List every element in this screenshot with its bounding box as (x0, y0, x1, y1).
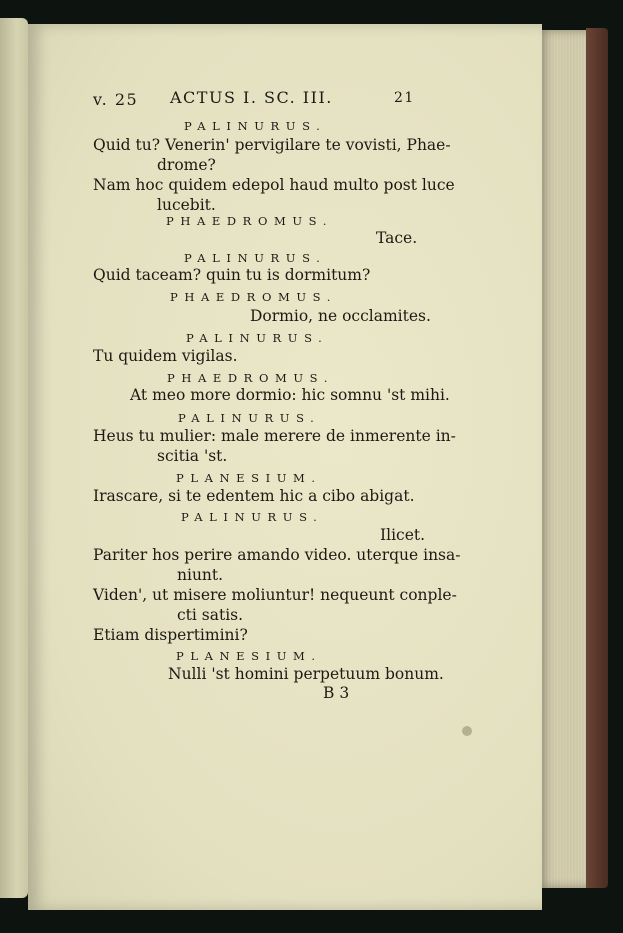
speaker-label: PHAEDROMUS. (166, 214, 333, 228)
verse-number: v. 25 (93, 90, 139, 109)
verse-line: Etiam dispertimini? (93, 626, 248, 644)
book-page (28, 24, 542, 910)
signature-mark: B 3 (323, 684, 350, 702)
verse-line: Nulli 'st homini perpetuum bonum. (168, 665, 444, 683)
page-number: 21 (394, 90, 415, 106)
speaker-label: PALINURUS. (186, 331, 329, 345)
speaker-label: PHAEDROMUS. (167, 371, 334, 385)
speaker-label: PALINURUS. (178, 411, 321, 425)
verse-line: Tu quidem vigilas. (93, 347, 238, 365)
facing-page-edge (0, 18, 28, 898)
speaker-label: PLANESIUM. (176, 649, 322, 663)
verse-line: Dormio, ne occlamites. (250, 307, 431, 325)
book-cover (586, 28, 608, 888)
verse-line: Quid tu? Venerin' pervigilare te vovisti, Phae- (93, 136, 451, 154)
verse-line: Tace. (376, 229, 418, 247)
speaker-label: PALINURUS. (184, 119, 327, 133)
verse-line: scitia 'st. (157, 447, 228, 465)
verse-line: niunt. (177, 566, 224, 584)
verse-line: Ilicet. (380, 526, 426, 544)
verse-line: lucebit. (157, 196, 216, 214)
verse-line: Pariter hos perire amando video. uterque insa- (93, 546, 461, 564)
verse-line: Nam hoc quidem edepol haud multo post luce (93, 176, 455, 194)
verse-line: At meo more dormio: hic somnu 'st mihi. (130, 386, 450, 404)
speaker-label: PHAEDROMUS. (170, 290, 337, 304)
verse-line: drome? (157, 156, 216, 174)
speaker-label: PALINURUS. (181, 510, 324, 524)
verse-line: Viden', ut misere moliuntur! nequeunt conple- (93, 586, 457, 604)
paper-stain (462, 726, 472, 736)
verse-line: cti satis. (177, 606, 244, 624)
speaker-label: PALINURUS. (184, 251, 327, 265)
verse-line: Irascare, si te edentem hic a cibo abigat. (93, 487, 415, 505)
running-title: ACTUS I. SC. III. (170, 88, 333, 107)
verse-line: Heus tu mulier: male merere de inmerente in- (93, 427, 456, 445)
speaker-label: PLANESIUM. (176, 471, 322, 485)
verse-line: Quid taceam? quin tu is dormitum? (93, 266, 371, 284)
